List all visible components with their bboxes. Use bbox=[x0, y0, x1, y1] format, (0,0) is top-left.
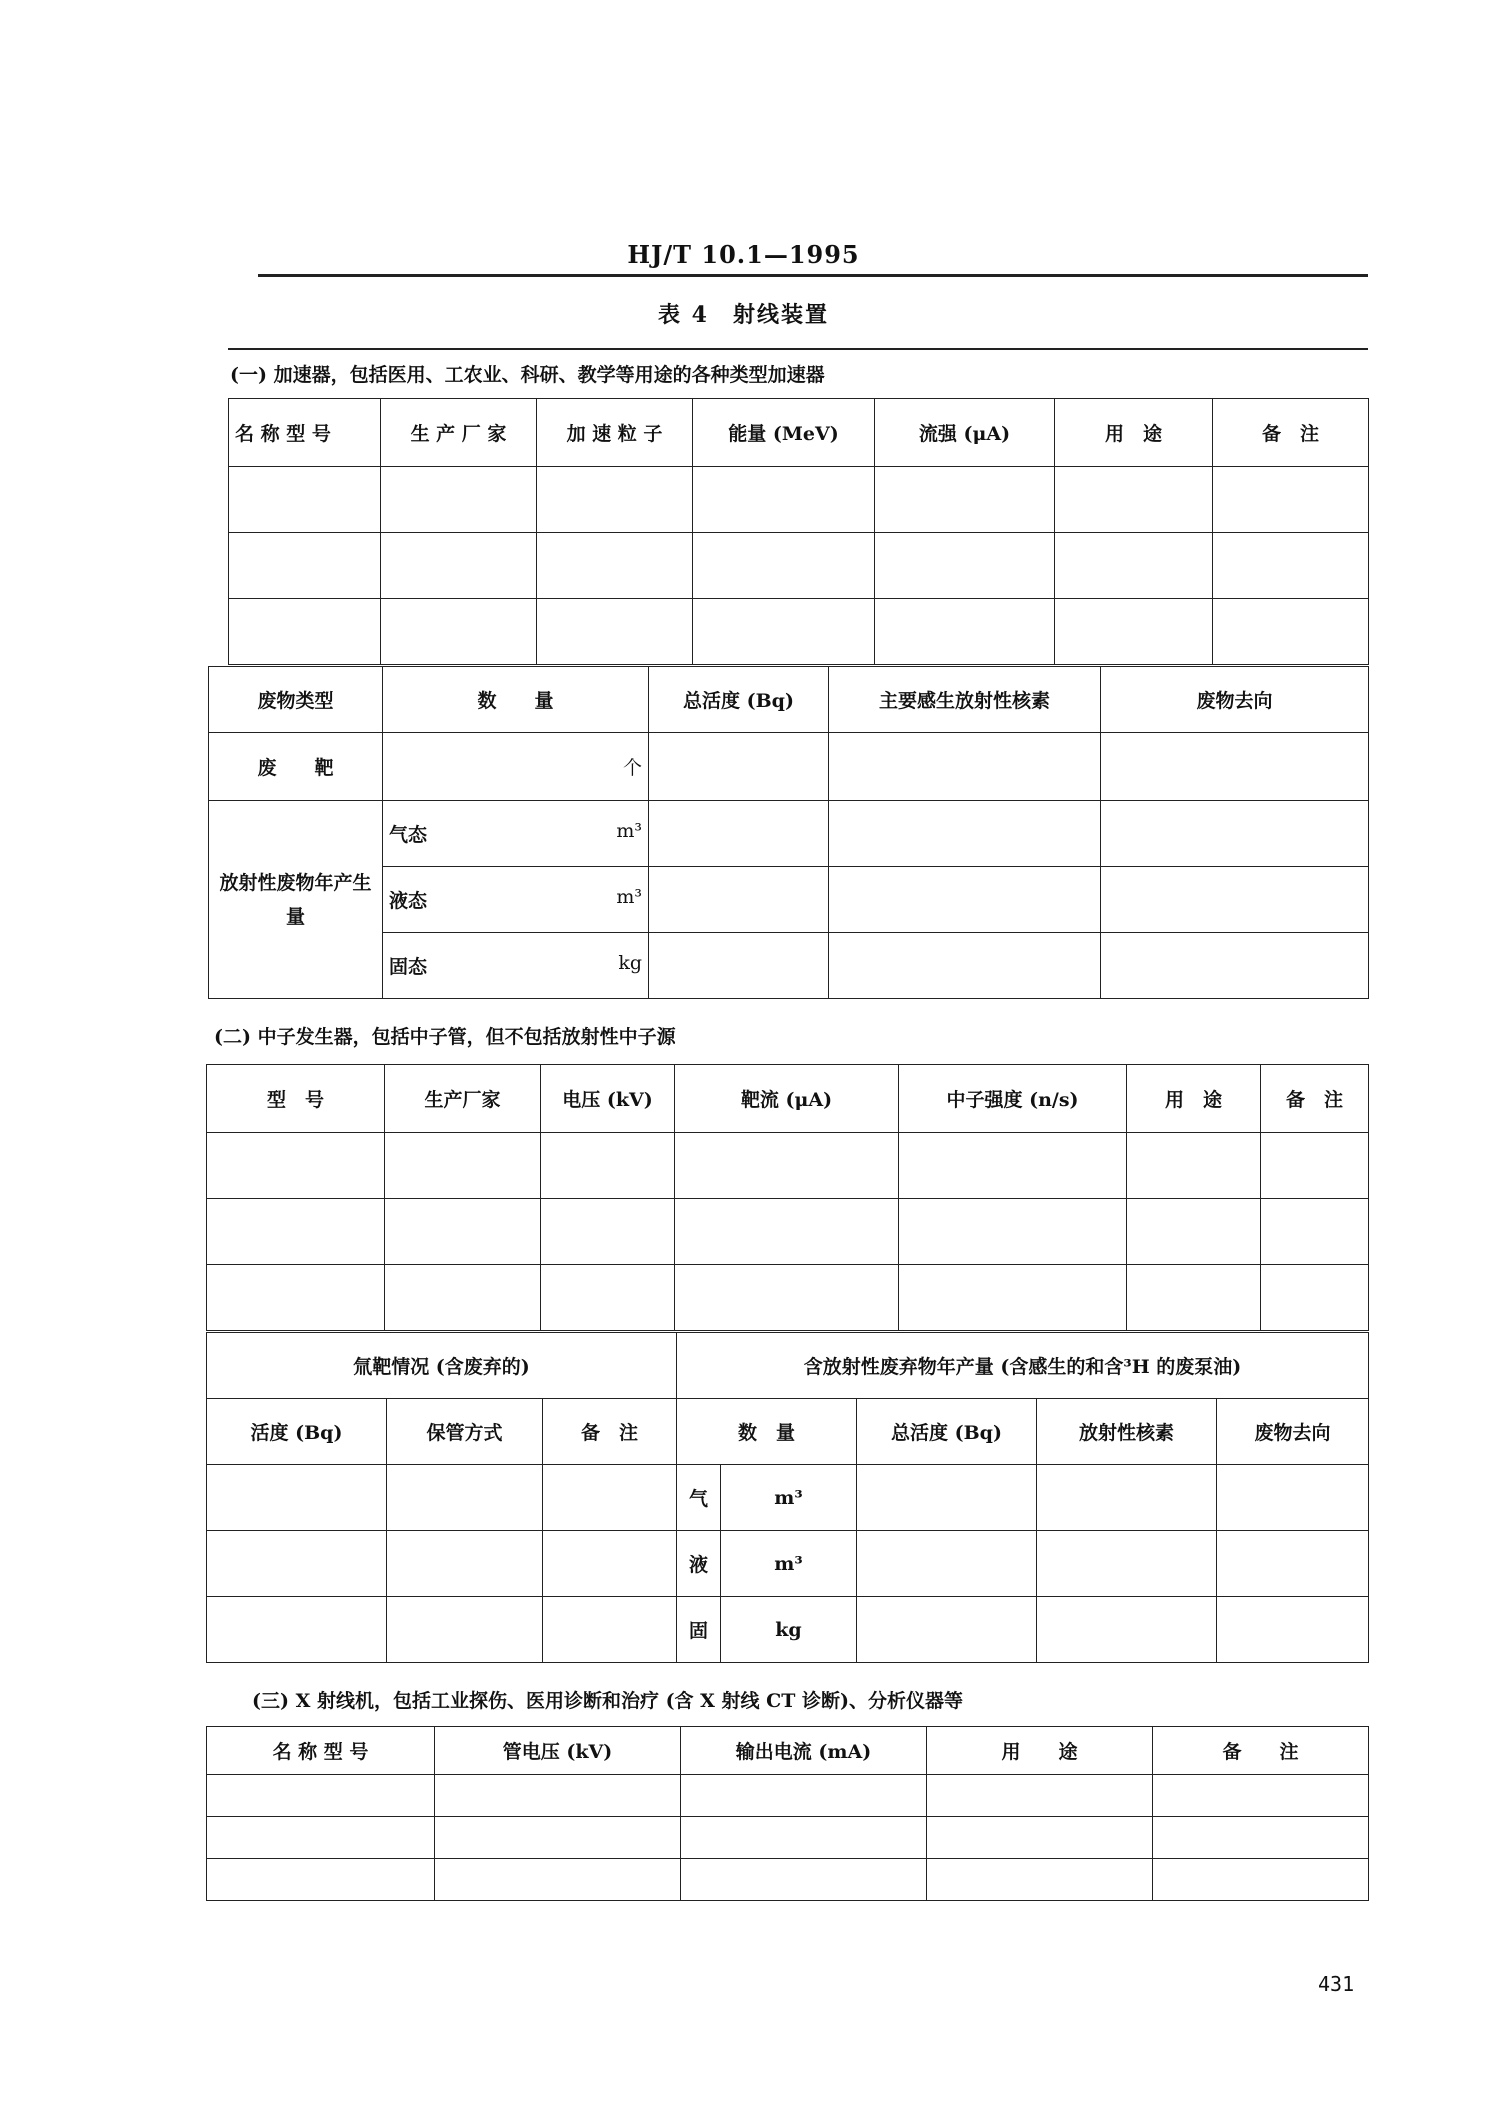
col-header-waste-type: 废物类型 bbox=[209, 667, 383, 733]
col-header-neutron-intensity: 中子强度 (n/s) bbox=[899, 1065, 1127, 1133]
page-number: 431 bbox=[1318, 1972, 1355, 1996]
table-header-row bbox=[207, 1065, 1369, 1133]
state-label: 气 bbox=[677, 1465, 721, 1531]
blank-cell bbox=[385, 1199, 541, 1265]
table-title: 表 4 射线装置 bbox=[658, 302, 829, 328]
table-row bbox=[207, 1817, 1369, 1859]
table-row bbox=[209, 733, 1369, 801]
unit-label: 个 bbox=[622, 757, 642, 779]
blank-cell bbox=[387, 1597, 543, 1663]
section3-title: (三) X 射线机，包括工业探伤、医用诊断和治疗 (含 X 射线 CT 诊断)、分析仪器等 bbox=[252, 1690, 964, 1712]
col-header-waste-destination: 废物去向 bbox=[1217, 1399, 1369, 1465]
col-header-manufacturer: 生 产 厂 家 bbox=[381, 399, 537, 467]
blank-cell bbox=[693, 599, 875, 665]
col-header-total-activity: 总活度 (Bq) bbox=[857, 1399, 1037, 1465]
blank-cell bbox=[1213, 533, 1369, 599]
blank-cell bbox=[875, 467, 1055, 533]
col-header-purpose: 用 途 bbox=[1127, 1065, 1261, 1133]
col-header-quantity: 数 量 bbox=[383, 667, 649, 733]
table-header-row bbox=[207, 1727, 1369, 1775]
col-header-particle: 加 速 粒 子 bbox=[537, 399, 693, 467]
col-header-output-current: 输出电流 (mA) bbox=[681, 1727, 927, 1775]
blank-cell bbox=[1217, 1465, 1369, 1531]
col-header-manufacturer: 生产厂家 bbox=[385, 1065, 541, 1133]
col-header-model: 型 号 bbox=[207, 1065, 385, 1133]
blank-cell bbox=[543, 1531, 677, 1597]
table-row bbox=[209, 933, 1369, 999]
quantity-cell bbox=[383, 801, 649, 867]
blank-cell bbox=[1153, 1775, 1369, 1817]
blank-cell bbox=[927, 1775, 1153, 1817]
blank-cell bbox=[435, 1775, 681, 1817]
unit-label: kg bbox=[618, 952, 642, 974]
table-row bbox=[207, 1133, 1369, 1199]
state-label: 固 bbox=[677, 1597, 721, 1663]
table-row bbox=[207, 1531, 1369, 1597]
col-header-tube-voltage: 管电压 (kV) bbox=[435, 1727, 681, 1775]
table-row bbox=[209, 801, 1369, 867]
state-label: 液 bbox=[677, 1531, 721, 1597]
col-header-target-current: 靶流 (μA) bbox=[675, 1065, 899, 1133]
unit-label: kg bbox=[721, 1597, 857, 1663]
quantity-cell bbox=[383, 733, 649, 801]
annual-waste-label: 放射性废物年产生量 bbox=[209, 801, 383, 999]
blank-cell bbox=[207, 1465, 387, 1531]
table-row bbox=[207, 1775, 1369, 1817]
blank-cell bbox=[1101, 733, 1369, 801]
col-header-remarks: 备 注 bbox=[543, 1399, 677, 1465]
unit-label: m³ bbox=[616, 820, 642, 842]
neutron-generator-table bbox=[206, 1064, 1369, 1331]
blank-cell bbox=[1037, 1531, 1217, 1597]
blank-cell bbox=[829, 801, 1101, 867]
table-row bbox=[207, 1465, 1369, 1531]
blank-cell bbox=[385, 1133, 541, 1199]
blank-cell bbox=[1127, 1133, 1261, 1199]
blank-cell bbox=[229, 467, 381, 533]
table-row bbox=[229, 533, 1369, 599]
blank-cell bbox=[207, 1133, 385, 1199]
blank-cell bbox=[927, 1859, 1153, 1901]
blank-cell bbox=[829, 733, 1101, 801]
col-header-main-nuclides: 主要感生放射性核素 bbox=[829, 667, 1101, 733]
blank-cell bbox=[207, 1859, 435, 1901]
blank-cell bbox=[829, 933, 1101, 999]
blank-cell bbox=[649, 801, 829, 867]
blank-cell bbox=[207, 1265, 385, 1331]
blank-cell bbox=[1127, 1265, 1261, 1331]
blank-cell bbox=[207, 1775, 435, 1817]
blank-cell bbox=[537, 599, 693, 665]
blank-cell bbox=[899, 1133, 1127, 1199]
col-header-nuclides: 放射性核素 bbox=[1037, 1399, 1217, 1465]
accelerator-table bbox=[228, 398, 1369, 665]
standard-code: HJ/T 10.1—1995 bbox=[627, 240, 860, 269]
col-header-purpose: 用 途 bbox=[1055, 399, 1213, 467]
col-header-name-model: 名 称 型 号 bbox=[207, 1727, 435, 1775]
blank-cell bbox=[537, 467, 693, 533]
blank-cell bbox=[543, 1597, 677, 1663]
blank-cell bbox=[1055, 599, 1213, 665]
table-row bbox=[229, 599, 1369, 665]
col-header-remarks: 备 注 bbox=[1261, 1065, 1369, 1133]
state-label: 固态 bbox=[389, 956, 428, 978]
tritium-waste-table bbox=[206, 1332, 1369, 1663]
state-label: 气态 bbox=[389, 824, 428, 846]
blank-cell bbox=[435, 1817, 681, 1859]
blank-cell bbox=[381, 533, 537, 599]
blank-cell bbox=[381, 467, 537, 533]
col-header-remarks: 备 注 bbox=[1213, 399, 1369, 467]
col-header-total-activity: 总活度 (Bq) bbox=[649, 667, 829, 733]
table-row bbox=[229, 467, 1369, 533]
col-header-storage-method: 保管方式 bbox=[387, 1399, 543, 1465]
blank-cell bbox=[1261, 1265, 1369, 1331]
blank-cell bbox=[207, 1531, 387, 1597]
blank-cell bbox=[1153, 1817, 1369, 1859]
blank-cell bbox=[1101, 933, 1369, 999]
unit-label: m³ bbox=[721, 1465, 857, 1531]
blank-cell bbox=[1055, 533, 1213, 599]
table-row bbox=[207, 1597, 1369, 1663]
section2-title: (二) 中子发生器，包括中子管，但不包括放射性中子源 bbox=[214, 1026, 676, 1048]
blank-cell bbox=[857, 1531, 1037, 1597]
col-header-waste-destination: 废物去向 bbox=[1101, 667, 1369, 733]
blank-cell bbox=[1217, 1597, 1369, 1663]
table-row bbox=[209, 867, 1369, 933]
blank-cell bbox=[899, 1199, 1127, 1265]
table-row bbox=[207, 1199, 1369, 1265]
blank-cell bbox=[927, 1817, 1153, 1859]
blank-cell bbox=[1101, 867, 1369, 933]
blank-cell bbox=[387, 1465, 543, 1531]
blank-cell bbox=[899, 1265, 1127, 1331]
col-header-energy: 能量 (MeV) bbox=[693, 399, 875, 467]
blank-cell bbox=[541, 1265, 675, 1331]
blank-cell bbox=[1213, 599, 1369, 665]
quantity-cell bbox=[383, 933, 649, 999]
blank-cell bbox=[649, 867, 829, 933]
blank-cell bbox=[1037, 1465, 1217, 1531]
unit-label: m³ bbox=[721, 1531, 857, 1597]
col-header-current: 流强 (μA) bbox=[875, 399, 1055, 467]
xray-machine-table bbox=[206, 1726, 1369, 1901]
unit-label: m³ bbox=[616, 886, 642, 908]
blank-cell bbox=[681, 1775, 927, 1817]
blank-cell bbox=[681, 1859, 927, 1901]
blank-cell bbox=[875, 599, 1055, 665]
radioactive-waste-title: 含放射性废弃物年产量 (含感生的和含³H 的废泵油) bbox=[677, 1333, 1369, 1399]
blank-cell bbox=[387, 1531, 543, 1597]
blank-cell bbox=[1037, 1597, 1217, 1663]
blank-cell bbox=[857, 1597, 1037, 1663]
blank-cell bbox=[1261, 1133, 1369, 1199]
col-header-voltage: 电压 (kV) bbox=[541, 1065, 675, 1133]
blank-cell bbox=[543, 1465, 677, 1531]
blank-cell bbox=[675, 1199, 899, 1265]
blank-cell bbox=[875, 533, 1055, 599]
blank-cell bbox=[675, 1265, 899, 1331]
blank-cell bbox=[681, 1817, 927, 1859]
blank-cell bbox=[857, 1465, 1037, 1531]
blank-cell bbox=[229, 599, 381, 665]
table-header-row bbox=[207, 1399, 1369, 1465]
waste-target-label: 废 靶 bbox=[209, 733, 383, 801]
col-header-name-model: 名 称 型 号 bbox=[229, 399, 381, 467]
blank-cell bbox=[435, 1859, 681, 1901]
table-header-row bbox=[229, 399, 1369, 467]
table-header-row bbox=[209, 667, 1369, 733]
blank-cell bbox=[1055, 467, 1213, 533]
quantity-cell bbox=[383, 867, 649, 933]
table-row bbox=[207, 1265, 1369, 1331]
col-header-quantity: 数 量 bbox=[677, 1399, 857, 1465]
section1-top-rule bbox=[228, 348, 1368, 350]
blank-cell bbox=[207, 1597, 387, 1663]
col-header-purpose: 用 途 bbox=[927, 1727, 1153, 1775]
blank-cell bbox=[537, 533, 693, 599]
blank-cell bbox=[229, 533, 381, 599]
accelerator-waste-table bbox=[208, 666, 1369, 999]
blank-cell bbox=[1261, 1199, 1369, 1265]
blank-cell bbox=[649, 733, 829, 801]
col-header-remarks: 备 注 bbox=[1153, 1727, 1369, 1775]
header-rule bbox=[258, 274, 1368, 277]
blank-cell bbox=[829, 867, 1101, 933]
blank-cell bbox=[541, 1199, 675, 1265]
tritium-target-title: 氚靶情况 (含废弃的) bbox=[207, 1333, 677, 1399]
blank-cell bbox=[1217, 1531, 1369, 1597]
blank-cell bbox=[207, 1199, 385, 1265]
blank-cell bbox=[207, 1817, 435, 1859]
blank-cell bbox=[693, 467, 875, 533]
blank-cell bbox=[675, 1133, 899, 1199]
table-header-row bbox=[207, 1333, 1369, 1399]
blank-cell bbox=[1153, 1859, 1369, 1901]
blank-cell bbox=[1213, 467, 1369, 533]
state-label: 液态 bbox=[389, 890, 428, 912]
blank-cell bbox=[381, 599, 537, 665]
table-row bbox=[207, 1859, 1369, 1901]
blank-cell bbox=[693, 533, 875, 599]
blank-cell bbox=[385, 1265, 541, 1331]
blank-cell bbox=[1101, 801, 1369, 867]
section1-title: (一) 加速器，包括医用、工农业、科研、教学等用途的各种类型加速器 bbox=[230, 364, 825, 386]
col-header-activity: 活度 (Bq) bbox=[207, 1399, 387, 1465]
blank-cell bbox=[1127, 1199, 1261, 1265]
blank-cell bbox=[541, 1133, 675, 1199]
blank-cell bbox=[649, 933, 829, 999]
